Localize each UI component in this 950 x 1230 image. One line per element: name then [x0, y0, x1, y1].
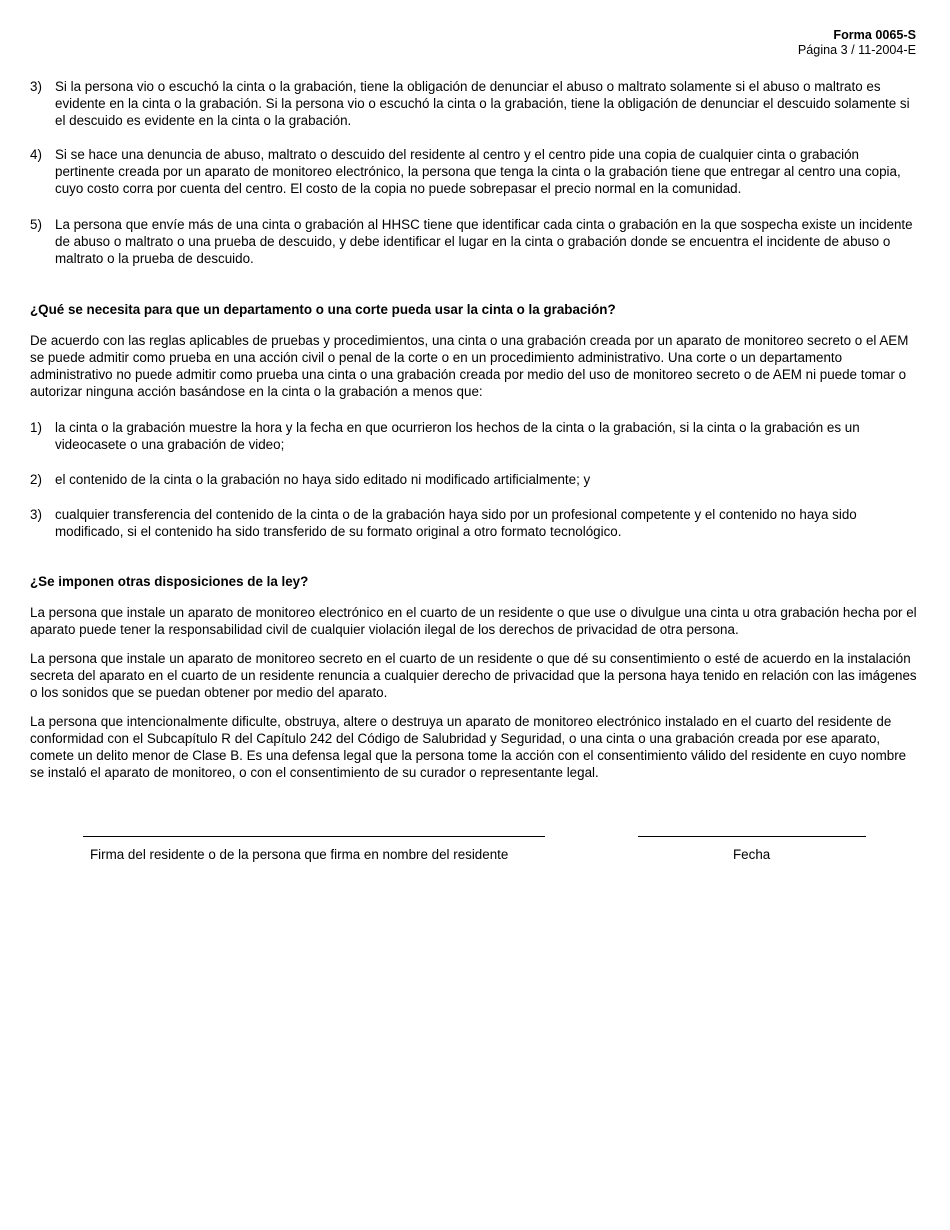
form-content [30, 78, 918, 781]
page-info: Página 3 / 11-2004-E [797, 43, 916, 57]
item-text: cualquier transferencia del contenido de la cinta o de la grabación haya sido por un profesional competente y el contenido no haya sido modificado, si el contenido ha sido transferido de su formato original a otro formato tecnológico. [55, 507, 857, 539]
section-heading-court-use: ¿Qué se necesita para que un departamento o una corte pueda usar la cinta o la grabación? [30, 302, 616, 317]
obligation-item-4 [30, 146, 918, 197]
item-text: Si se hace una denuncia de abuso, maltrato o descuido del residente al centro y el centro pide una copia de cualquier cinta o grabación pertinente creada por un aparato de monitoreo electrónico, la persona que tenga la cinta o la grabación tiene que entregar al centro una copia, cuyo costo corra por cuenta del centro. El costo de la copia no puede sobrepasar el precio normal en la comunidad. [55, 147, 901, 196]
resident-signature-label: Firma del residente o de la persona que firma en nombre del residente [90, 847, 509, 862]
provision-paragraph-civil-liability: La persona que instale un aparato de monitoreo electrónico en el cuarto de un residente o que use o divulgue una cinta u otra grabación hecha por el aparato puede tener la responsabilidad civil de cualquier violación ilegal de los derechos de privacidad de otra persona. [30, 605, 917, 637]
date-label: Fecha [733, 847, 771, 862]
item-number: 2) [30, 472, 42, 487]
section-heading-other-provisions: ¿Se imponen otras disposiciones de la ley? [30, 574, 309, 589]
obligation-item-5 [30, 216, 918, 267]
item-text: Si la persona vio o escuchó la cinta o la grabación, tiene la obligación de denunciar el abuso o maltrato solamente si el abuso o maltrato es evidente en la cinta o la grabación. Si la persona vio o escuchó la cinta o la grabación, tiene la obligación de denunciar el descuido solamente si el descuido es evidente en la cinta o la grabación. [55, 79, 910, 128]
item-number: 4) [30, 147, 42, 162]
form-header [798, 28, 916, 58]
item-number: 3) [30, 507, 42, 522]
form-number: Forma 0065-S [833, 28, 916, 42]
item-text: el contenido de la cinta o la grabación no haya sido editado ni modificado artificialmente; y [55, 472, 591, 487]
provision-paragraph-privacy-waiver: La persona que instale un aparato de monitoreo secreto en el cuarto de un residente o que dé su consentimiento o esté de acuerdo en la instalación secreta del aparato en el cuarto de un residente renuncia a cualquier derecho de privacidad que la persona haya tenido en relación con las imágenes o los sonidos que se puedan obtener por medio del aparato. [30, 651, 917, 700]
condition-item-2 [30, 471, 918, 488]
item-number: 3) [30, 79, 42, 94]
item-number: 1) [30, 420, 42, 435]
provision-paragraph-class-b-offense: La persona que intencionalmente dificulte, obstruya, altere o destruya un aparato de monitoreo electrónico instalado en el cuarto del residente de conformidad con el Subcapítulo R del Capítulo 242 del Código de Salubridad y Seguridad, o una cinta o una grabación creada por ese aparato, comete un delito menor de Clase B. Es una defensa legal que la persona tome la acción con el consentimiento válido del residente en cuyo nombre se instaló el aparato de monitoreo, o con el consentimiento de su curador o representante legal. [30, 714, 907, 780]
condition-item-3 [30, 506, 918, 540]
obligation-item-3 [30, 78, 918, 129]
condition-item-1 [30, 419, 918, 453]
signature-area [0, 836, 950, 876]
item-text: la cinta o la grabación muestre la hora y la fecha en que ocurrieron los hechos de la cinta o la grabación, si la cinta o la grabación es un videocasete o una grabación de video; [55, 420, 860, 452]
court-use-intro-paragraph: De acuerdo con las reglas aplicables de pruebas y procedimientos, una cinta o una grabación creada por un aparato de monitoreo secreto o el AEM se puede admitir como prueba en una acción civil o penal de la corte o en un procedimiento administrativo. Una corte o un departamento administrativo no puede admitir como prueba una cinta o una grabación creada por medio del uso de monitoreo secreto o de AEM ni puede tomar o autorizar ninguna acción basándose en la cinta o la grabación a menos que: [30, 333, 909, 399]
item-text: La persona que envíe más de una cinta o grabación al HHSC tiene que identificar cada cinta o grabación en la que sospecha existe un incidente de abuso o maltrato o una prueba de descuido, y debe identificar el lugar en la cinta o grabación donde se encuentra el incidente de abuso o maltrato o la prueba de descuido. [55, 217, 913, 266]
resident-signature-line[interactable] [83, 836, 545, 837]
date-signature-line[interactable] [638, 836, 866, 837]
item-number: 5) [30, 217, 42, 232]
